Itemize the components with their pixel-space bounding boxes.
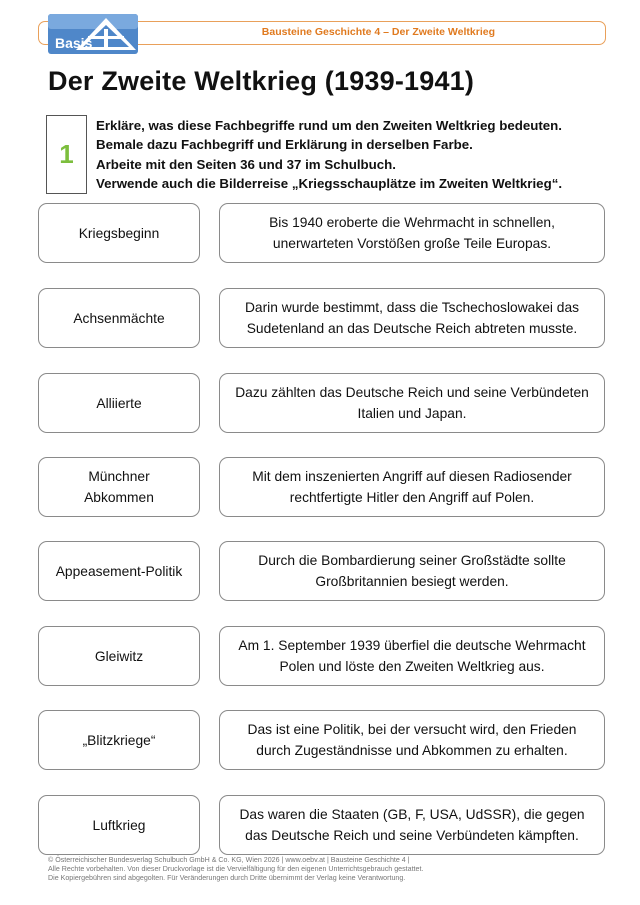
definition-box[interactable]	[219, 710, 605, 770]
term-row	[38, 541, 605, 601]
basis-logo	[48, 14, 138, 54]
footer-line: © Österreichischer Bundesverlag Schulbuch GmbH & Co. KG, Wien 2026 | www.oebv.at | Bausteine Geschichte 4 |	[48, 856, 410, 864]
definition-line: Mit dem inszenierten Angriff auf diesen Radiosender	[252, 469, 572, 484]
task-instructions	[96, 116, 616, 193]
definition-line: Durch die Bombardierung seiner Großstädte sollte	[258, 553, 566, 568]
term-row	[38, 710, 605, 770]
footer-line: Alle Rechte vorbehalten. Von dieser Druckvorlage ist die Vervielfältigung für den eigenen Unterrichtsgebrauch gestattet.	[48, 865, 424, 874]
definition-box[interactable]	[219, 457, 605, 517]
term-row	[38, 203, 605, 263]
definition-box[interactable]	[219, 288, 605, 348]
term-box[interactable]	[38, 203, 200, 263]
term-box[interactable]	[38, 710, 200, 770]
instruction-line: Arbeite mit den Seiten 36 und 37 im Schulbuch.	[96, 156, 396, 172]
definition-box[interactable]	[219, 795, 605, 855]
instruction-line: Verwende auch die Bilderreise „Kriegsschauplätze im Zweiten Weltkrieg“.	[96, 175, 563, 191]
definition-line: unerwarteten Vorstößen große Teile Europas.	[272, 236, 552, 251]
term-box[interactable]	[38, 457, 200, 517]
term-text: „Blitzkriege“	[82, 732, 156, 748]
term-row	[38, 288, 605, 348]
definition-line: Polen und löste den Zweiten Weltkrieg aus.	[279, 659, 545, 674]
term-box[interactable]	[38, 288, 200, 348]
definition-box[interactable]	[219, 203, 605, 263]
task-number-box	[46, 115, 87, 194]
definition-box[interactable]	[219, 626, 605, 686]
term-text: Luftkrieg	[92, 817, 146, 833]
footer-line: Die Kopiergebühren sind abgegolten. Für Veränderungen durch Dritte übernimmt der Verlag keine Verantwortung.	[48, 874, 406, 883]
definition-line: Großbritannien besiegt werden.	[315, 574, 509, 589]
term-text: Appeasement-Politik	[55, 563, 183, 579]
definition-line: Dazu zählten das Deutsche Reich und seine Verbündeten	[235, 385, 589, 400]
definition-line: Italien und Japan.	[357, 406, 467, 421]
term-row	[38, 457, 605, 517]
logo-text: Basis	[55, 35, 93, 51]
definition-line: durch Zugeständnisse und Abkommen zu erhalten.	[256, 743, 568, 758]
term-text: Achsenmächte	[73, 310, 165, 326]
definition-line: Am 1. September 1939 überfiel die deutsche Wehrmacht	[238, 638, 586, 653]
term-row	[38, 795, 605, 855]
definition-line: Sudetenland an das Deutsche Reich abtreten musste.	[246, 321, 578, 336]
term-text: Münchner	[88, 469, 150, 484]
term-box[interactable]	[38, 541, 200, 601]
term-text: Gleiwitz	[94, 648, 144, 664]
header-title: Bausteine Geschichte 4 – Der Zweite Weltkrieg	[261, 26, 495, 38]
definition-line: Das waren die Staaten (GB, F, USA, UdSSR), die gegen	[239, 807, 585, 822]
term-box[interactable]	[38, 795, 200, 855]
definition-line: rechtfertigte Hitler den Angriff auf Polen.	[289, 490, 535, 505]
definition-box[interactable]	[219, 541, 605, 601]
copyright-footer	[48, 856, 423, 884]
definition-line: Darin wurde bestimmt, dass die Tschechoslowakei das	[244, 300, 580, 315]
term-row	[38, 373, 605, 433]
instruction-line: Erkläre, was diese Fachbegriffe rund um den Zweiten Weltkrieg bedeuten.	[96, 118, 563, 133]
term-text: Kriegsbeginn	[78, 225, 160, 241]
term-text: Abkommen	[84, 490, 154, 505]
task-number: 1	[59, 139, 74, 169]
definition-line: Das ist eine Politik, bei der versucht wird, den Frieden	[247, 722, 577, 737]
term-row	[38, 626, 605, 686]
term-text: Alliierte	[96, 395, 142, 411]
definition-line: Bis 1940 eroberte die Wehrmacht in schnellen,	[269, 215, 555, 230]
definition-box[interactable]	[219, 373, 605, 433]
page-title: Der Zweite Weltkrieg (1939-1941)	[48, 66, 475, 96]
definition-line: das Deutsche Reich und seine Verbündeten kämpften.	[245, 828, 579, 843]
term-box[interactable]	[38, 373, 200, 433]
instruction-line: Bemale dazu Fachbegriff und Erklärung in derselben Farbe.	[96, 137, 473, 153]
term-box[interactable]	[38, 626, 200, 686]
